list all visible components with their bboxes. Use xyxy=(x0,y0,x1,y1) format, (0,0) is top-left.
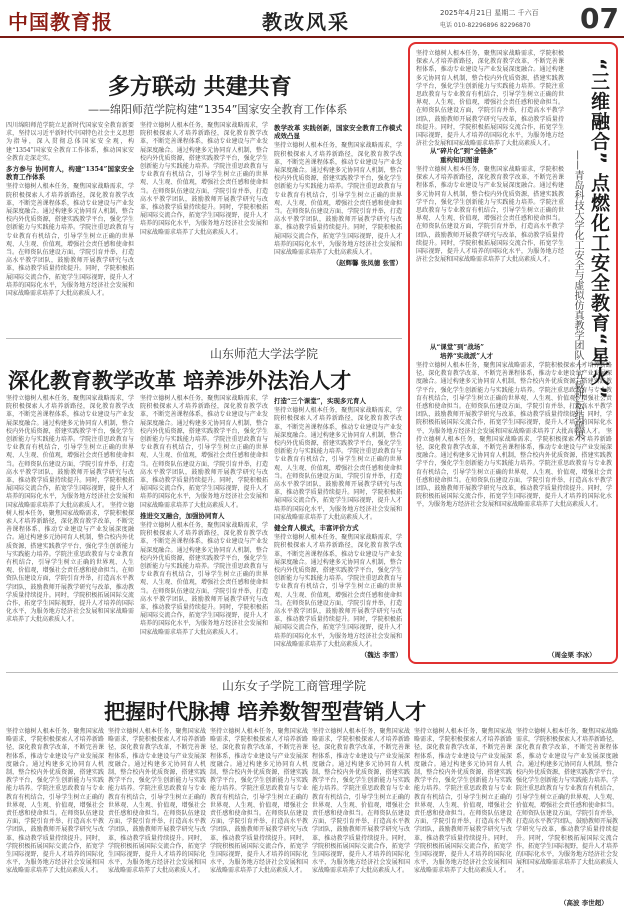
article1-section2-title: 教学改革 实践创新，国家安全教育工作模式成效凸显 xyxy=(274,124,402,141)
filler-text: 坚持立德树人根本任务，聚焦国家战略需求，学院积极探索人才培养新路径，深化教育教学改革，不断完善课程体系，推动专业建设与产业发展深度融合。通过构建多元协同育人机制，整合校内外优质资源，搭建实践教学平台，强化学生创新能力与实践能力培养。学院注重思政教育与专业教育有机结合，引导学生树立正确的世界观、人生观、价值观，增强社会责任感和使命担当。在师资队伍建设方面，学院引育并举，打造高水平教学团队，鼓励教师开展教学研究与改革，推动教学质量持续提升。同时，学院积极拓展国际交流合作，拓宽学生国际视野，提升人才培养的国际化水平，为服务地方经济社会发展和国家战略需求培养了大批高素质人才。 xyxy=(6,501,134,624)
filler-text: 坚持立德树人根本任务，聚焦国家战略需求，学院积极探索人才培养新路径，深化教育教学改革，不断完善课程体系，推动专业建设与产业发展深度融合。通过构建多元协同育人机制，整合校内外优质资源，搭建实践教学平台，强化学生创新能力与实践能力培养。学院注重思政教育与专业教育有机结合，引导学生树立正确的世界观、人生观、价值观，增强社会责任感和使命担当。在师资队伍建设方面，学院引育并举，打造高水平教学团队，鼓励教师开展教学研究与改革，推动教学质量持续提升。同时，学院积极拓展国际交流合作，拓宽学生国际视野，提升人才培养的国际化水平，为服务地方经济社会发展和国家战略需求培养了大批高素质人才。 xyxy=(140,522,268,636)
filler-text: 坚持立德树人根本任务，聚焦国家战略需求，学院积极探索人才培养新路径，深化教育教学改革，不断完善课程体系，推动专业建设与产业发展深度融合。通过构建多元协同育人机制，整合校内外优质资源，搭建实践教学平台，强化学生创新能力与实践能力培养。学院注重思政教育与专业教育有机结合，引导学生树立正确的世界观、人生观、价值观，增强社会责任感和使命担当。在师资队伍建设方面，学院引育并举，打造高水平教学团队，鼓励教师开展教学研究与改革，推动教学质量持续提升。同时，学院积极拓展国际交流合作，拓宽学生国际视野，提升人才培养的国际化水平，为服务地方经济社会发展和国家战略需求培养了大批高素质人才。 xyxy=(210,728,308,875)
article2-section2-title: 打造“三个课堂”，实现多元育人 xyxy=(274,397,366,405)
article1-intro: 四川绵阳师范学院立足新时代国家安全教育新要求，坚持以习近平新时代中国特色社会主义思想为指导，深入贯彻总体国家安全观，构建“1354”国家安全教育工作体系，推动国家安全教育走深走实。 xyxy=(6,122,134,162)
filler-text: 坚持立德树人根本任务，聚焦国家战略需求，学院积极探索人才培养新路径，深化教育教学改革，不断完善课程体系，推动专业建设与产业发展深度融合。通过构建多元协同育人机制，整合校内外优质资源，搭建实践教学平台，强化学生创新能力与实践能力培养。学院注重思政教育与专业教育有机结合，引导学生树立正确的世界观、人生观、价值观，增强社会责任感和使命担当。在师资队伍建设方面，学院引育并举，打造高水平教学团队，鼓励教师开展教学研究与改革，推动教学质量持续提升。同时，学院积极拓展国际交流合作，拓宽学生国际视野，提升人才培养的国际化水平，为服务地方经济社会发展和国家战略需求培养了大批高素质人才。 xyxy=(6,728,104,875)
filler-text: 坚持立德树人根本任务，聚焦国家战略需求，学院积极探索人才培养新路径，深化教育教学改革，不断完善课程体系，推动专业建设与产业发展深度融合。通过构建多元协同育人机制，整合校内外优质资源，搭建实践教学平台，强化学生创新能力与实践能力培养。学院注重思政教育与专业教育有机结合，引导学生树立正确的世界观、人生观、价值观，增强社会责任感和使命担当。在师资队伍建设方面，学院引育并举，打造高水平教学团队，鼓励教师开展教学研究与改革，推动教学质量持续提升。同时，学院积极拓展国际交流合作，拓宽学生国际视野，提升人才培养的国际化水平，为服务地方经济社会发展和国家战略需求培养了大批高素质人才。 xyxy=(140,122,268,236)
filler-text: 坚持立德树人根本任务，聚焦国家战略需求，学院积极探索人才培养新路径，深化教育教学改革，不断完善课程体系，推动专业建设与产业发展深度融合。通过构建多元协同育人机制，整合校内外优质资源，搭建实践教学平台，强化学生创新能力与实践能力培养。学院注重思政教育与专业教育有机结合，引导学生树立正确的世界观、人生观、价值观，增强社会责任感和使命担当。在师资队伍建设方面，学院引育并举，打造高水平教学团队，鼓励教师开展教学研究与改革，推动教学质量持续提升。同时，学院积极拓展国际交流合作，拓宽学生国际视野，提升人才培养的国际化水平，为服务地方经济社会发展和国家战略需求培养了大批高素质人才。 xyxy=(140,395,268,509)
page-number: 07 xyxy=(580,2,619,35)
filler-text: 坚持立德树人根本任务，聚焦国家战略需求，学院积极探索人才培养新路径，深化教育教学改革，不断完善课程体系，推动专业建设与产业发展深度融合。通过构建多元协同育人机制，整合校内外优质资源，搭建实践教学平台，强化学生创新能力与实践能力培养。学院注重思政教育与专业教育有机结合，引导学生树立正确的世界观、人生观、价值观，增强社会责任感和使命担当。在师资队伍建设方面，学院引育并举，打造高水平教学团队，鼓励教师开展教学研究与改革，推动教学质量持续提升。同时，学院积极拓展国际交流合作，拓宽学生国际视野，提升人才培养的国际化水平，为服务地方经济社会发展和国家战略需求培养了大批高素质人才。 xyxy=(274,534,402,648)
masthead xyxy=(0,0,624,38)
article3-byline: （周金栗 李冰） xyxy=(548,651,596,659)
contact-info: 电话 010-82296896 82296870 xyxy=(440,22,531,29)
newspaper-logo: 中国教育报 xyxy=(8,10,113,34)
filler-text: 坚持立德树人根本任务，聚焦国家战略需求，学院积极探索人才培养新路径，深化教育教学改革，不断完善课程体系，推动专业建设与产业发展深度融合。通过构建多元协同育人机制，整合校内外优质资源，搭建实践教学平台，强化学生创新能力与实践能力培养。学院注重思政教育与专业教育有机结合，引导学生树立正确的世界观、人生观、价值观，增强社会责任感和使命担当。在师资队伍建设方面，学院引育并举，打造高水平教学团队，鼓励教师开展教学研究与改革，推动教学质量持续提升。同时，学院积极拓展国际交流合作，拓宽学生国际视野，提升人才培养的国际化水平，为服务地方经济社会发展和国家战略需求培养了大批高素质人才。 xyxy=(108,728,206,875)
article4-col6 xyxy=(516,728,618,898)
article3-sub1b-title: 重构知识图谱 xyxy=(440,156,479,164)
article3-sub1-title: 从“碎片化”到“全链条” xyxy=(430,147,497,155)
article1-subhead: ——绵阳师范学院构建“1354”国家安全教育工作体系 xyxy=(88,103,348,116)
filler-text: 坚持立德树人根本任务，聚焦国家战略需求，学院积极探索人才培养新路径，深化教育教学改革，不断完善课程体系，推动专业建设与产业发展深度融合。通过构建多元协同育人机制，整合校内外优质资源，搭建实践教学平台，强化学生创新能力与实践能力培养。学院注重思政教育与专业教育有机结合，引导学生树立正确的世界观、人生观、价值观，增强社会责任感和使命担当。在师资队伍建设方面，学院引育并举，打造高水平教学团队，鼓励教师开展教学研究与改革，推动教学质量持续提升。同时，学院积极拓展国际交流合作，拓宽学生国际视野，提升人才培养的国际化水平，为服务地方经济社会发展和国家战略需求培养了大批高素质人才。 xyxy=(6,183,134,298)
article1-byline: （赵辉馨 张凤德 张雪） xyxy=(332,259,402,268)
article2-kicker: 山东师范大学法学院 xyxy=(210,347,319,361)
filler-text: 坚持立德树人根本任务，聚焦国家战略需求，学院积极探索人才培养新路径，深化教育教学改革，不断完善课程体系，推动专业建设与产业发展深度融合。通过构建多元协同育人机制，整合校内外优质资源，搭建实践教学平台，强化学生创新能力与实践能力培养。学院注重思政教育与专业教育有机结合，引导学生树立正确的世界观、人生观、价值观，增强社会责任感和使命担当。在师资队伍建设方面，学院引育并举，打造高水平教学团队，鼓励教师开展教学研究与改革，推动教学质量持续提升。同时，学院积极拓展国际交流合作，拓宽学生国际视野，提升人才培养的国际化水平，为服务地方经济社会发展和国家战略需求培养了大批高素质人才。 xyxy=(416,362,612,435)
divider xyxy=(6,672,618,673)
filler-text: 坚持立德树人根本任务，聚焦国家战略需求，学院积极探索人才培养新路径，深化教育教学改革，不断完善课程体系，推动专业建设与产业发展深度融合。通过构建多元协同育人机制，整合校内外优质资源，搭建实践教学平台，强化学生创新能力与实践能力培养。学院注重思政教育与专业教育有机结合，引导学生树立正确的世界观、人生观、价值观，增强社会责任感和使命担当。在师资队伍建设方面，学院引育并举，打造高水平教学团队，鼓励教师开展教学研究与改革，推动教学质量持续提升。同时，学院积极拓展国际交流合作，拓宽学生国际视野，提升人才培养的国际化水平，为服务地方经济社会发展和国家战略需求培养了大批高素质人才。 xyxy=(416,427,612,509)
article4-headline: 把握时代脉搏 培养数智型营销人才 xyxy=(104,700,427,724)
article1-col1 xyxy=(6,122,134,332)
filler-text: 坚持立德树人根本任务，聚焦国家战略需求，学院积极探索人才培养新路径，深化教育教学改革，不断完善课程体系，推动专业建设与产业发展深度融合。通过构建多元协同育人机制，整合校内外优质资源，搭建实践教学平台，强化学生创新能力与实践能力培养。学院注重思政教育与专业教育有机结合，引导学生树立正确的世界观、人生观、价值观，增强社会责任感和使命担当。在师资队伍建设方面，学院引育并举，打造高水平教学团队，鼓励教师开展教学研究与改革，推动教学质量持续提升。同时，学院积极拓展国际交流合作，拓宽学生国际视野，提升人才培养的国际化水平，为服务地方经济社会发展和国家战略需求培养了大批高素质人才。 xyxy=(516,728,619,875)
article3-sub2b-title: 培养“实战派”人才 xyxy=(440,352,493,360)
article2-headline: 深化教育教学改革 培养涉外法治人才 xyxy=(8,369,352,393)
article4-col4 xyxy=(312,728,410,908)
article3-col1 xyxy=(416,166,564,338)
filler-text: 坚持立德树人根本任务，聚焦国家战略需求，学院积极探索人才培养新路径，深化教育教学改革，不断完善课程体系，推动专业建设与产业发展深度融合。通过构建多元协同育人机制，整合校内外优质资源，搭建实践教学平台，强化学生创新能力与实践能力培养。学院注重思政教育与专业教育有机结合，引导学生树立正确的世界观、人生观、价值观，增强社会责任感和使命担当。在师资队伍建设方面，学院引育并举，打造高水平教学团队，鼓励教师开展教学研究与改革，推动教学质量持续提升。同时，学院积极拓展国际交流合作，拓宽学生国际视野，提升人才培养的国际化水平，为服务地方经济社会发展和国家战略需求培养了大批高素质人才。 xyxy=(312,728,410,875)
filler-text: 坚持立德树人根本任务，聚焦国家战略需求，学院积极探索人才培养新路径，深化教育教学改革，不断完善课程体系，推动专业建设与产业发展深度融合。通过构建多元协同育人机制，整合校内外优质资源，搭建实践教学平台，强化学生创新能力与实践能力培养。学院注重思政教育与专业教育有机结合，引导学生树立正确的世界观、人生观、价值观，增强社会责任感和使命担当。在师资队伍建设方面，学院引育并举，打造高水平教学团队，鼓励教师开展教学研究与改革，推动教学质量持续提升。同时，学院积极拓展国际交流合作，拓宽学生国际视野，提升人才培养的国际化水平，为服务地方经济社会发展和国家战略需求培养了大批高素质人才。 xyxy=(274,142,402,257)
filler-text: 坚持立德树人根本任务，聚焦国家战略需求，学院积极探索人才培养新路径，深化教育教学改革，不断完善课程体系，推动专业建设与产业发展深度融合。通过构建多元协同育人机制，整合校内外优质资源，搭建实践教学平台，强化学生创新能力与实践能力培养。学院注重思政教育与专业教育有机结合，引导学生树立正确的世界观、人生观、价值观，增强社会责任感和使命担当。在师资队伍建设方面，学院引育并举，打造高水平教学团队，鼓励教师开展教学研究与改革，推动教学质量持续提升。同时，学院积极拓展国际交流合作，拓宽学生国际视野，提升人才培养的国际化水平，为服务地方经济社会发展和国家战略需求培养了大批高素质人才。 xyxy=(416,50,564,148)
article3-vertical-subtitle: ——青岛科技大学化工安全与虚拟仿真教学团队十五载耕耘结硕果 xyxy=(572,150,583,440)
article4-kicker: 山东女子学院工商管理学院 xyxy=(222,679,367,693)
article2-section3-title: 健全育人模式，丰富评价方式 xyxy=(274,524,359,533)
filler-text: 坚持立德树人根本任务，聚焦国家战略需求，学院积极探索人才培养新路径，深化教育教学改革，不断完善课程体系，推动专业建设与产业发展深度融合。通过构建多元协同育人机制，整合校内外优质资源，搭建实践教学平台，强化学生创新能力与实践能力培养。学院注重思政教育与专业教育有机结合，引导学生树立正确的世界观、人生观、价值观，增强社会责任感和使命担当。在师资队伍建设方面，学院引育并举，打造高水平教学团队，鼓励教师开展教学研究与改革，推动教学质量持续提升。同时，学院积极拓展国际交流合作，拓宽学生国际视野，提升人才培养的国际化水平，为服务地方经济社会发展和国家战略需求培养了大批高素质人才。 xyxy=(414,728,512,875)
article4-byline: （高波 李世超） xyxy=(560,899,608,907)
article2-col3 xyxy=(274,395,402,660)
article4-col2 xyxy=(108,728,206,908)
section-title: 教改风采 xyxy=(262,10,350,34)
article3-vertical-title: “三维融合” 点燃化工安全教育“星火” xyxy=(588,58,610,400)
filler-text: 坚持立德树人根本任务，聚焦国家战略需求，学院积极探索人才培养新路径，深化教育教学改革，不断完善课程体系，推动专业建设与产业发展深度融合。通过构建多元协同育人机制，整合校内外优质资源，搭建实践教学平台，强化学生创新能力与实践能力培养。学院注重思政教育与专业教育有机结合，引导学生树立正确的世界观、人生观、价值观，增强社会责任感和使命担当。在师资队伍建设方面，学院引育并举，打造高水平教学团队，鼓励教师开展教学研究与改革，推动教学质量持续提升。同时，学院积极拓展国际交流合作，拓宽学生国际视野，提升人才培养的国际化水平，为服务地方经济社会发展和国家战略需求培养了大批高素质人才。 xyxy=(274,407,402,521)
article4-col5 xyxy=(414,728,512,908)
article1-headline: 多方联动 共建共育 xyxy=(108,75,292,100)
article1-col2 xyxy=(140,122,268,332)
article2-col1 xyxy=(6,395,134,657)
article2-byline: （魏达 李雪） xyxy=(360,651,402,660)
divider xyxy=(6,338,402,339)
article4-col1 xyxy=(6,728,104,908)
article3-sub2-title: 从“课堂”到“战场” xyxy=(430,343,484,351)
filler-text: 坚持立德树人根本任务，聚焦国家战略需求，学院积极探索人才培养新路径，深化教育教学改革，不断完善课程体系，推动专业建设与产业发展深度融合。通过构建多元协同育人机制，整合校内外优质资源，搭建实践教学平台，强化学生创新能力与实践能力培养。学院注重思政教育与专业教育有机结合，引导学生树立正确的世界观、人生观、价值观，增强社会责任感和使命担当。在师资队伍建设方面，学院引育并举，打造高水平教学团队，鼓励教师开展教学研究与改革，推动教学质量持续提升。同时，学院积极拓展国际交流合作，拓宽学生国际视野，提升人才培养的国际化水平，为服务地方经济社会发展和国家战略需求培养了大批高素质人才。 xyxy=(6,395,134,509)
article1-col3 xyxy=(274,122,402,332)
filler-text: 坚持立德树人根本任务，聚焦国家战略需求，学院积极探索人才培养新路径，深化教育教学改革，不断完善课程体系，推动专业建设与产业发展深度融合。通过构建多元协同育人机制，整合校内外优质资源，搭建实践教学平台，强化学生创新能力与实践能力培养。学院注重思政教育与专业教育有机结合，引导学生树立正确的世界观、人生观、价值观，增强社会责任感和使命担当。在师资队伍建设方面，学院引育并举，打造高水平教学团队，鼓励教师开展教学研究与改革，推动教学质量持续提升。同时，学院积极拓展国际交流合作，拓宽学生国际视野，提升人才培养的国际化水平，为服务地方经济社会发展和国家战略需求培养了大批高素质人才。 xyxy=(416,166,564,264)
article4-col3 xyxy=(210,728,308,908)
article3-intro xyxy=(416,50,564,148)
article2-section1-title: 推进交叉融合，加强协同育人 xyxy=(140,511,225,520)
article2-col2 xyxy=(140,395,268,657)
article1-section1-title: 多方参与 协同育人，构建“1354”国家安全教育工作体系 xyxy=(6,165,134,182)
issue-date: 2025年4月21日 星期二 千六百 xyxy=(440,9,539,17)
